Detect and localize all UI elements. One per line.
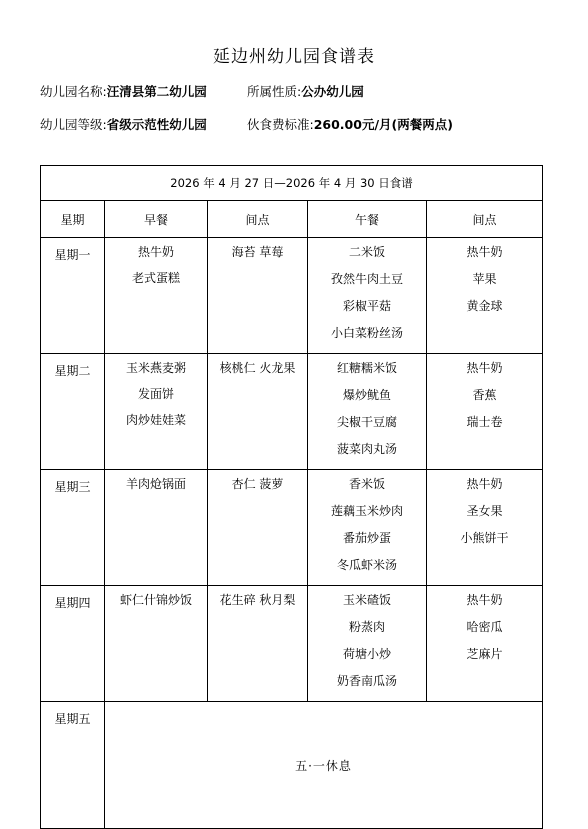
- afternoon-snack-item: 黄金球: [466, 299, 503, 313]
- lunch-item: 彩椒平菇: [342, 299, 391, 313]
- lunch-item: 奶香南瓜汤: [336, 674, 397, 688]
- breakfast-cell: [105, 586, 208, 702]
- meal-fee-label: 伙食费标准:: [247, 117, 314, 132]
- lunch-item: 香米饭: [348, 477, 385, 491]
- lunch-cell: [308, 238, 427, 354]
- weekday-cell: 星期四: [41, 586, 105, 702]
- menu-date-range: 2026 年 4 月 27 日—2026 年 4 月 30 日食谱: [41, 166, 543, 201]
- lunch-item: 冬瓜虾米汤: [336, 558, 397, 572]
- menu-day-rows: [41, 238, 543, 702]
- lunch-item: 荷塘小炒: [342, 647, 391, 661]
- kindergarten-nature-value: 公办幼儿园: [301, 84, 364, 99]
- lunch-item: 玉米碴饭: [342, 593, 391, 607]
- morning-snack-item: 海苔 草莓: [231, 245, 284, 259]
- breakfast-cell: [105, 470, 208, 586]
- breakfast-item: 肉炒娃娃菜: [125, 413, 186, 427]
- header-snack-2: 间点: [427, 201, 543, 238]
- day-row: [41, 354, 543, 470]
- page-title: 延边州幼儿园食谱表: [213, 47, 375, 67]
- afternoon-snack-item: 芝麻片: [466, 647, 503, 661]
- afternoon-snack-item: 热牛奶: [466, 245, 503, 259]
- breakfast-item: 羊肉炝锅面: [125, 477, 186, 491]
- afternoon-snack-item: 热牛奶: [466, 477, 503, 491]
- morning-snack-item: 花生碎 秋月梨: [219, 593, 296, 607]
- lunch-item: 二米饭: [348, 245, 385, 259]
- weekday-cell: 星期五: [41, 702, 105, 829]
- kindergarten-grade-value: 省级示范性幼儿园: [106, 117, 207, 132]
- afternoon-snack-item: 苹果: [472, 272, 497, 286]
- weekday-cell: 星期二: [41, 354, 105, 470]
- kindergarten-name-label: 幼儿园名称:: [40, 84, 107, 99]
- lunch-item: 莲藕玉米炒肉: [330, 504, 403, 518]
- lunch-item: 小白菜粉丝汤: [330, 326, 403, 340]
- day-row: [41, 238, 543, 354]
- lunch-item: 爆炒鱿鱼: [342, 388, 391, 402]
- menu-table: [40, 165, 543, 829]
- day-row: [41, 470, 543, 586]
- breakfast-item: 老式蛋糕: [131, 271, 180, 285]
- meal-fee-value: 260.00元/月(两餐两点): [313, 117, 453, 132]
- lunch-cell: [308, 470, 427, 586]
- afternoon-snack-cell: [427, 470, 543, 586]
- kindergarten-grade: [40, 115, 207, 133]
- lunch-item: 孜然牛肉土豆: [330, 272, 403, 286]
- breakfast-cell: [105, 238, 208, 354]
- lunch-item: 尖椒干豆腐: [336, 415, 397, 429]
- kindergarten-nature-label: 所属性质:: [247, 84, 302, 99]
- lunch-item: 粉蒸肉: [348, 620, 385, 634]
- friday-row: [41, 702, 543, 829]
- lunch-item: 红糖糯米饭: [336, 361, 397, 375]
- kindergarten-name-value: 汪清县第二幼儿园: [106, 84, 207, 99]
- morning-snack-cell: [208, 586, 308, 702]
- morning-snack-cell: [208, 470, 308, 586]
- afternoon-snack-cell: [427, 238, 543, 354]
- header-breakfast: 早餐: [105, 201, 208, 238]
- morning-snack-item: 核桃仁 火龙果: [219, 361, 296, 375]
- afternoon-snack-item: 热牛奶: [466, 361, 503, 375]
- morning-snack-cell: [208, 238, 308, 354]
- afternoon-snack-cell: [427, 354, 543, 470]
- kindergarten-nature: [247, 82, 364, 100]
- lunch-cell: [308, 586, 427, 702]
- afternoon-snack-item: 哈密瓜: [466, 620, 503, 634]
- morning-snack-cell: [208, 354, 308, 470]
- meal-fee: [247, 115, 453, 133]
- lunch-cell: [308, 354, 427, 470]
- weekday-cell: 星期三: [41, 470, 105, 586]
- breakfast-item: 发面饼: [137, 387, 174, 401]
- header-snack-1: 间点: [208, 201, 308, 238]
- breakfast-cell: [105, 354, 208, 470]
- morning-snack-item: 杏仁 菠萝: [231, 477, 284, 491]
- header-weekday: 星期: [41, 201, 105, 238]
- lunch-item: 番茄炒蛋: [342, 531, 391, 545]
- afternoon-snack-item: 圣女果: [466, 504, 503, 518]
- menu-header-row: [41, 201, 543, 238]
- day-row: [41, 586, 543, 702]
- afternoon-snack-item: 热牛奶: [466, 593, 503, 607]
- kindergarten-name: [40, 82, 207, 100]
- kindergarten-grade-label: 幼儿园等级:: [40, 117, 107, 132]
- breakfast-item: 热牛奶: [137, 245, 174, 259]
- afternoon-snack-item: 香蕉: [472, 388, 497, 402]
- lunch-item: 菠菜肉丸汤: [336, 442, 397, 456]
- afternoon-snack-item: 小熊饼干: [460, 531, 509, 545]
- weekday-cell: 星期一: [41, 238, 105, 354]
- afternoon-snack-cell: [427, 586, 543, 702]
- afternoon-snack-item: 瑞士卷: [466, 415, 503, 429]
- header-lunch: 午餐: [308, 201, 427, 238]
- holiday-note: 五·一休息: [105, 702, 543, 829]
- breakfast-item: 玉米燕麦粥: [125, 361, 186, 375]
- breakfast-item: 虾仁什锦炒饭: [119, 593, 192, 607]
